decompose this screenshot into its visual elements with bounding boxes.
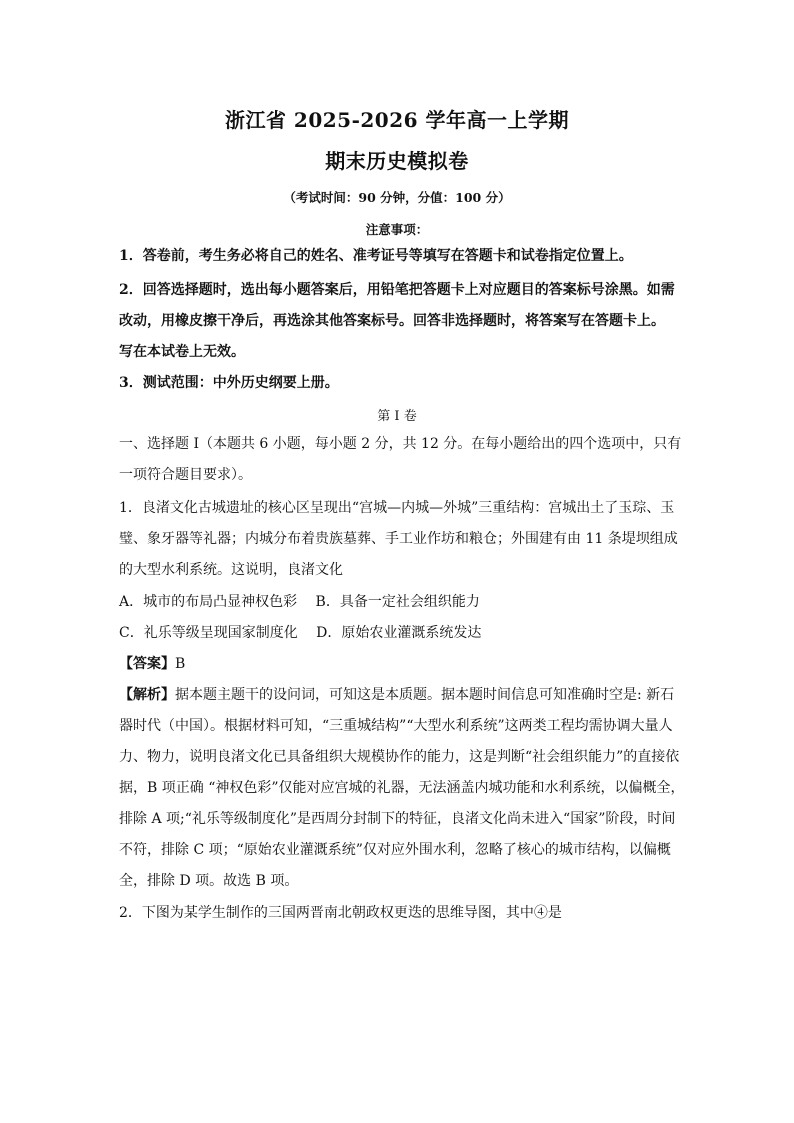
- section-title: 第 I 卷: [377, 409, 417, 424]
- answer-value: B: [175, 656, 186, 672]
- analysis-label: 【解析】: [119, 687, 175, 703]
- exam-info: （考试时间：90 分钟，分值：100 分）: [283, 190, 511, 205]
- note-2-line1: 2．回答选择题时，选出每小题答案后，用铅笔把答题卡上对应题目的答案标号涂黑。如需: [119, 282, 675, 298]
- answer-label: 【答案】: [119, 656, 175, 672]
- q1-analysis-line6: 不符，排除 C 项；“原始农业灌溉系统”仅对应外围水利，忽略了核心的城市结构，以偏概: [119, 842, 671, 858]
- q1-stem-line2: 璧、象牙器等礼器；内城分布着贵族墓葬、手工业作坊和粮仓；外围建有由 11 条堤坝组成: [119, 531, 678, 547]
- q1-stem-line1: 1．良渚文化古城遗址的核心区呈现出“宫城—内城—外城”三重结构：宫城出土了玉琮、玉: [119, 500, 675, 516]
- notes-heading: 注意事项：: [365, 222, 429, 237]
- section-instructions-line1: 一、选择题 I（本题共 6 小题，每小题 2 分，共 12 分。在每小题给出的四个选项中，只有: [119, 436, 682, 452]
- q1-analysis-line2: 器时代（中国）。根据材料可知，“三重城结构”“大型水利系统”这两类工程均需协调大量人: [119, 718, 673, 734]
- q1-options-line1: A．城市的布局凸显神权色彩 B．具备一定社会组织能力: [119, 594, 480, 610]
- note-2-line2: 改动，用橡皮擦干净后，再选涂其他答案标号。回答非选择题时，将答案写在答题卡上。: [119, 313, 665, 329]
- note-1: 1．答卷前，考生务必将自己的姓名、准考证号等填写在答题卡和试卷指定位置上。: [119, 248, 633, 264]
- q1-analysis-line4: 据，B 项正确 “神权色彩”仅能对应宫城的礼器，无法涵盖内城功能和水利系统，以偏概全，: [119, 780, 685, 796]
- exam-title-line1: 浙江省 2025-2026 学年高一上学期: [224, 108, 570, 132]
- section-instructions-line2: 一项符合题目要求）。: [119, 467, 252, 483]
- q1-analysis-line1: [119, 687, 679, 703]
- q1-analysis-line7: 全，排除 D 项。故选 B 项。: [119, 873, 299, 889]
- note-2-line3: 写在本试卷上无效。: [119, 344, 245, 360]
- analysis-text-line1: 据本题主题干的设问词，可知这是本质题。据本题时间信息可知准确时空是: 新石: [175, 687, 675, 703]
- q1-options-line2: C．礼乐等级呈现国家制度化 D．原始农业灌溉系统发达: [119, 625, 482, 641]
- q1-analysis-line5: 排除 A 项;“礼乐等级制度化”是西周分封制下的特征，良渚文化尚未进入“国家”阶段，时间: [119, 811, 676, 827]
- q1-analysis-line3: 力、物力，说明良渚文化已具备组织大规模协作的能力，这是判断“社会组织能力”的直接依: [119, 749, 680, 765]
- note-3: 3．测试范围：中外历史纲要上册。: [119, 375, 339, 391]
- q1-stem-line3: 的大型水利系统。这说明，良渚文化: [119, 562, 343, 578]
- q2-stem-line1: 2．下图为某学生制作的三国两晋南北朝政权更迭的思维导图，其中④是: [119, 905, 562, 921]
- q1-answer: [119, 656, 679, 672]
- exam-title-line2: 期末历史模拟卷: [325, 149, 469, 173]
